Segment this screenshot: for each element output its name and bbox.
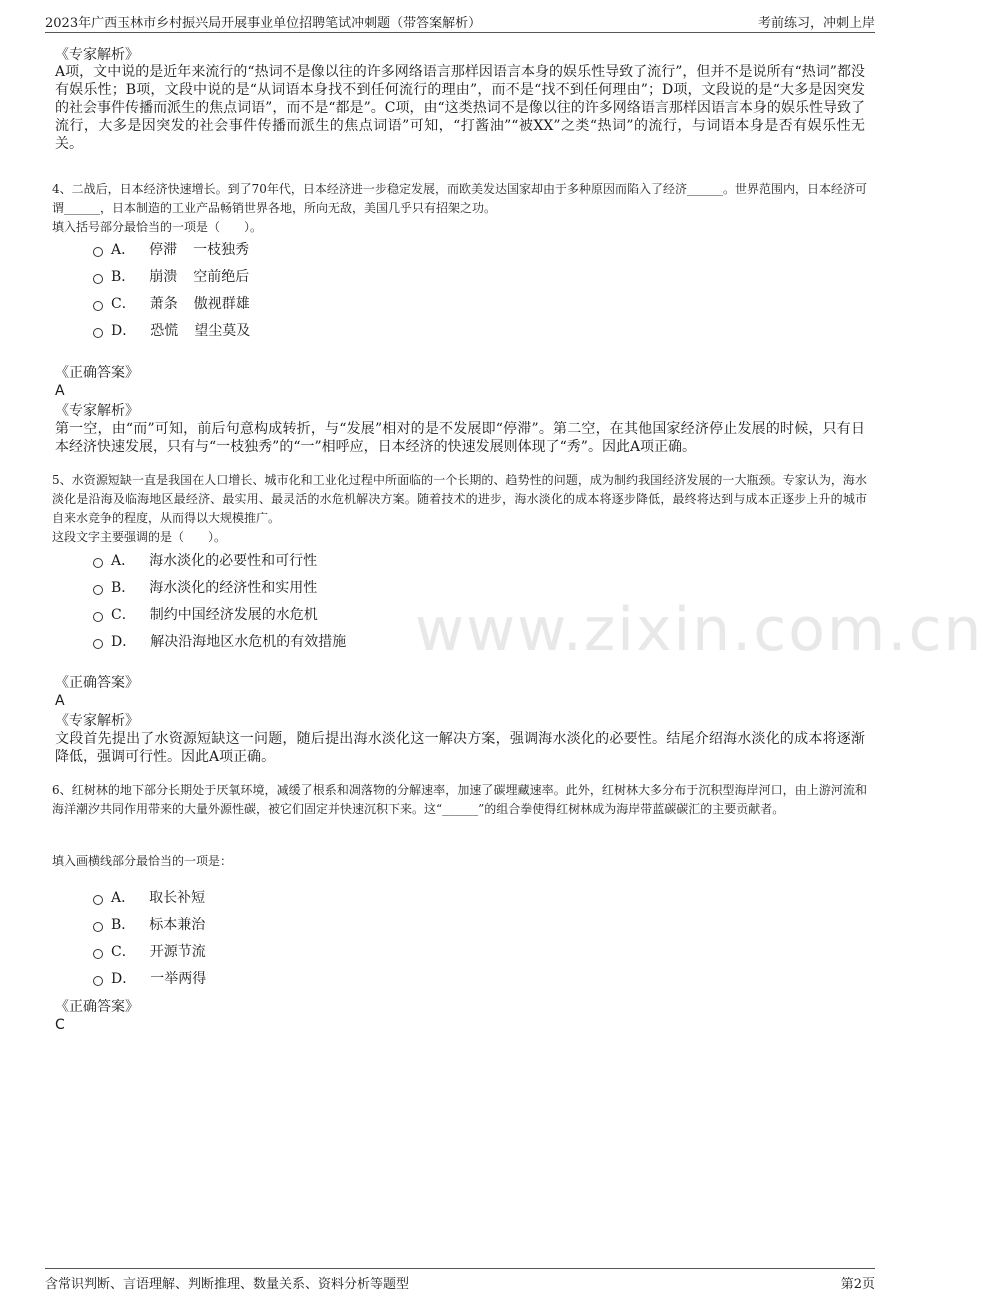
option-d[interactable]: D． 解决沿海地区水危机的有效措施 <box>93 632 346 652</box>
explain-text: 文段首先提出了水资源短缺这一问题，随后提出海水淡化这一解决方案，强调海水淡化的必要性。结尾介绍海水淡化的成本将逐渐降低，强调可行性。因此A项正确。 <box>55 731 865 765</box>
question-prompt: 填入画横线部分最恰当的一项是： <box>52 854 233 868</box>
explain-label: 《专家解析》 <box>55 713 139 729</box>
answer-value: A <box>55 383 65 399</box>
answer-value: C <box>55 1017 65 1033</box>
option-d[interactable]: D． 恐慌 望尘莫及 <box>93 321 250 341</box>
option-a[interactable]: A． 停滞 一枝独秀 <box>93 240 249 260</box>
answer-label: 《正确答案》 <box>55 675 139 691</box>
page-header <box>45 10 875 33</box>
radio-icon[interactable] <box>93 558 103 568</box>
question-prompt: 填入括号部分最恰当的一项是（ ）。 <box>52 220 263 234</box>
option-b[interactable]: B． 标本兼治 <box>93 915 205 935</box>
explain-text: A项，文中说的是近年来流行的“热词不是像以往的许多网络语言那样因语言本身的娱乐性导致了流行”，但并不是说所有“热词”都没有娱乐性；B项，文段中说的是“从词语本身找不到任何流行的理由”，而不是“找不到任何理由”；D项，文段说的是“大多是因突发的社会事件传播而派生的焦点词语”，而不是“都是”。C项，由“这类热词不是像以往的许多网络语言那样因语言本身的娱乐性导致了流行，大多是因突发的社会事件传播而派生的焦点词语”可知，“打酱油”“被XX”之类“热词”的流行，与词语本身是否有娱乐性无关。 <box>55 64 865 152</box>
question-stem: 5、水资源短缺一直是我国在人口增长、城市化和工业化过程中所面临的一个长期的、趋势性的问题，成为制约我国经济发展的一大瓶颈。专家认为，海水淡化是沿海及临海地区最经济、最实用、最灵活的水危机解决方案。随着技术的进步，海水淡化的成本将逐步降低，最终将达到与成本正逐步上升的城市自来水竞争的程度，从而得以大规模推广。 <box>52 473 867 525</box>
watermark: www.zixin.com.cn <box>415 595 983 665</box>
option-b[interactable]: B． 崩溃 空前绝后 <box>93 267 249 287</box>
question-stem: 4、二战后，日本经济快速增长。到了70年代，日本经济进一步稳定发展，而欧美发达国家却由于多种原因而陷入了经济______。世界范围内，日本经济可谓______，日本制造的工业产品畅销世界各地，所向无敌，美国几乎只有招架之功。 <box>52 182 867 215</box>
option-c[interactable]: C． 萧条 傲视群雄 <box>93 294 250 314</box>
radio-icon[interactable] <box>93 949 103 959</box>
radio-icon[interactable] <box>93 976 103 986</box>
radio-icon[interactable] <box>93 301 103 311</box>
option-d[interactable]: D． 一举两得 <box>93 969 206 989</box>
explain-label: 《专家解析》 <box>55 403 139 419</box>
answer-label: 《正确答案》 <box>55 999 139 1015</box>
radio-icon[interactable] <box>93 274 103 284</box>
page-footer <box>45 1268 875 1295</box>
explain-label: 《专家解析》 <box>55 47 139 63</box>
radio-icon[interactable] <box>93 585 103 595</box>
radio-icon[interactable] <box>93 328 103 338</box>
question-prompt: 这段文字主要强调的是（ ）。 <box>52 530 227 544</box>
explain-text: 第一空，由“而”可知，前后句意构成转折，与“发展”相对的是不发展即“停滞”。第二空，在其他国家经济停止发展的时候，只有日本经济快速发展，只有与“一枝独秀”的“一”相呼应，日本经济的快速发展则体现了“秀”。因此A项正确。 <box>55 421 865 455</box>
answer-label: 《正确答案》 <box>55 365 139 381</box>
page-number: 第2页 <box>840 1277 875 1292</box>
answer-value: A <box>55 693 65 709</box>
document-title: 2023年广西玉林市乡村振兴局开展事业单位招聘笔试冲刺题（带答案解析） <box>45 16 482 31</box>
option-b[interactable]: B． 海水淡化的经济性和实用性 <box>93 578 317 598</box>
option-a[interactable]: A． 海水淡化的必要性和可行性 <box>93 551 317 571</box>
radio-icon[interactable] <box>93 639 103 649</box>
option-c[interactable]: C． 制约中国经济发展的水危机 <box>93 605 318 625</box>
radio-icon[interactable] <box>93 247 103 257</box>
footer-note: 含常识判断、言语理解、判断推理、数量关系、资料分析等题型 <box>45 1277 410 1292</box>
header-slogan: 考前练习，冲刺上岸 <box>757 16 875 31</box>
radio-icon[interactable] <box>93 922 103 932</box>
radio-icon[interactable] <box>93 612 103 622</box>
option-c[interactable]: C． 开源节流 <box>93 942 206 962</box>
radio-icon[interactable] <box>93 895 103 905</box>
option-a[interactable]: A． 取长补短 <box>93 888 205 908</box>
question-stem: 6、红树林的地下部分长期处于厌氧环境，减缓了根系和凋落物的分解速率，加速了碳埋藏速率。此外，红树林大多分布于沉积型海岸河口，由上游河流和海洋潮汐共同作用带来的大量外源性碳，被它们固定并快速沉积下来。这“______”的组合拳使得红树林成为海岸带蓝碳碳汇的主要贡献者。 <box>52 783 867 816</box>
